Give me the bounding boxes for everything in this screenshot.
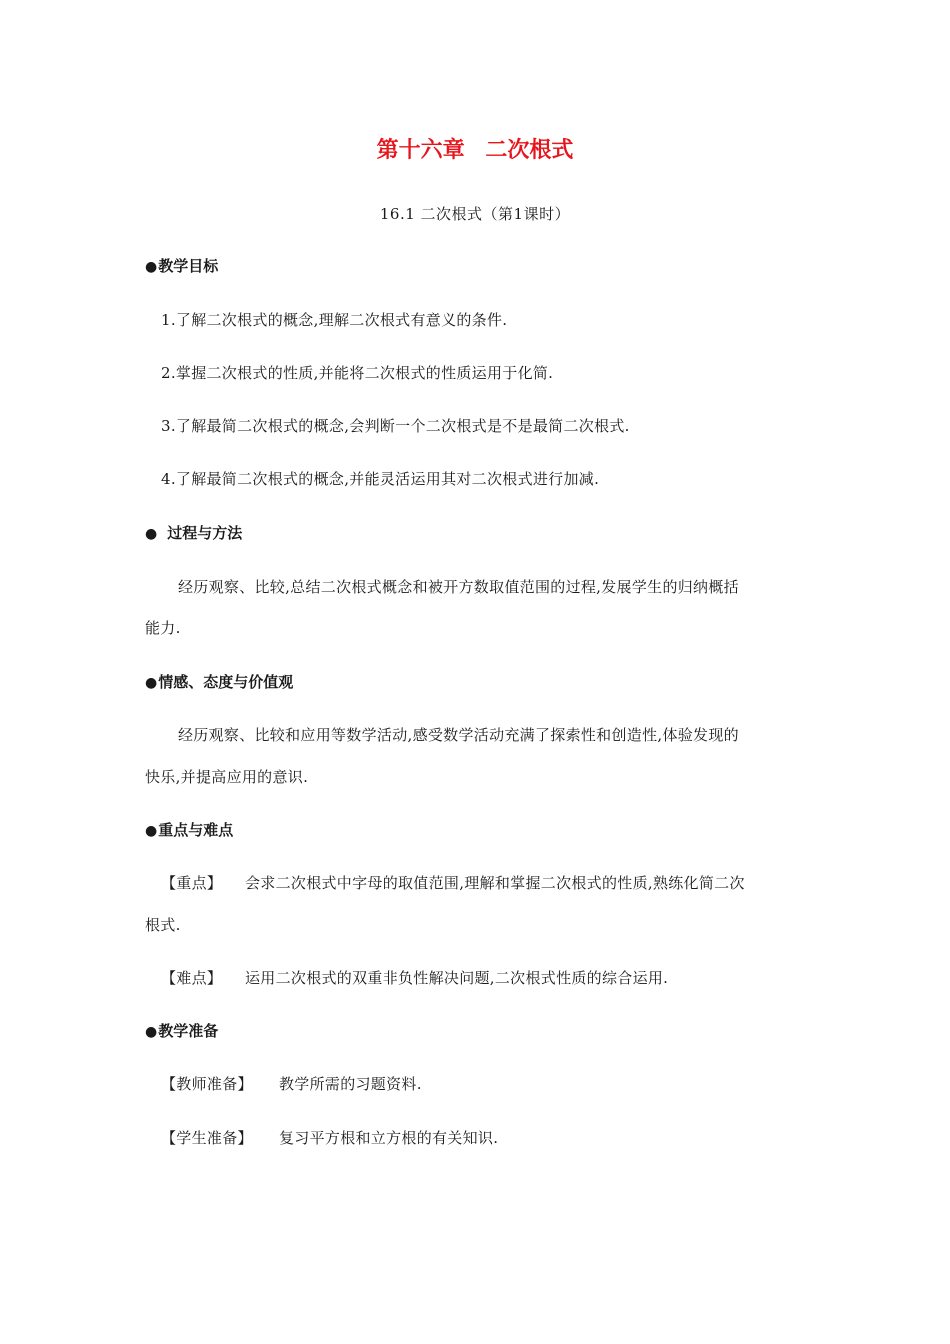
bullet-icon: ● [145,823,158,839]
process-paragraph-line-2: 能力. [145,619,181,637]
student-prep-label: 【学生准备】 [161,1129,253,1147]
emotion-heading-text: 情感、态度与价值观 [158,673,294,691]
preparation-heading [145,1024,218,1039]
key-text-line-2: 根式. [145,916,181,934]
objective-item-2: 2.掌握二次根式的性质,并能将二次根式的性质运用于化简. [161,364,554,382]
emotion-paragraph-line-1: 经历观察、比较和应用等数学活动,感受数学活动充满了探索性和创造性,体验发现的 [178,726,739,744]
key-points-heading [145,823,233,838]
emotion-paragraph-line-2: 快乐,并提高应用的意识. [145,768,309,786]
bullet-icon: ● [145,526,158,542]
objectives-heading [145,259,218,274]
teacher-prep-text: 教学所需的习题资料. [279,1075,422,1093]
process-heading-text: 过程与方法 [167,524,243,542]
difficulty-text: 运用二次根式的双重非负性解决问题,二次根式性质的综合运用. [245,969,669,987]
process-heading [145,526,242,541]
teacher-prep-label: 【教师准备】 [161,1075,253,1093]
emotion-heading [145,675,293,690]
objective-item-1: 1.了解二次根式的概念,理解二次根式有意义的条件. [161,311,508,329]
objective-item-3: 3.了解最简二次根式的概念,会判断一个二次根式是不是最简二次根式. [161,417,630,435]
key-label: 【重点】 [161,874,223,892]
key-points-heading-text: 重点与难点 [158,821,234,839]
bullet-icon: ● [145,1024,158,1040]
key-text-line-1: 会求二次根式中字母的取值范围,理解和掌握二次根式的性质,熟练化简二次 [245,874,745,892]
bullet-icon: ● [145,675,158,691]
bullet-icon: ● [145,259,158,275]
process-paragraph-line-1: 经历观察、比较,总结二次根式概念和被开方数取值范围的过程,发展学生的归纳概括 [178,578,739,596]
chapter-title: 第十六章 二次根式 [376,138,574,163]
objectives-heading-text: 教学目标 [158,257,219,275]
preparation-heading-text: 教学准备 [158,1022,219,1040]
difficulty-label: 【难点】 [161,969,223,987]
objective-item-4: 4.了解最简二次根式的概念,并能灵活运用其对二次根式进行加减. [161,470,600,488]
section-title: 16.1 二次根式（第1课时） [379,205,571,223]
student-prep-text: 复习平方根和立方根的有关知识. [279,1129,499,1147]
